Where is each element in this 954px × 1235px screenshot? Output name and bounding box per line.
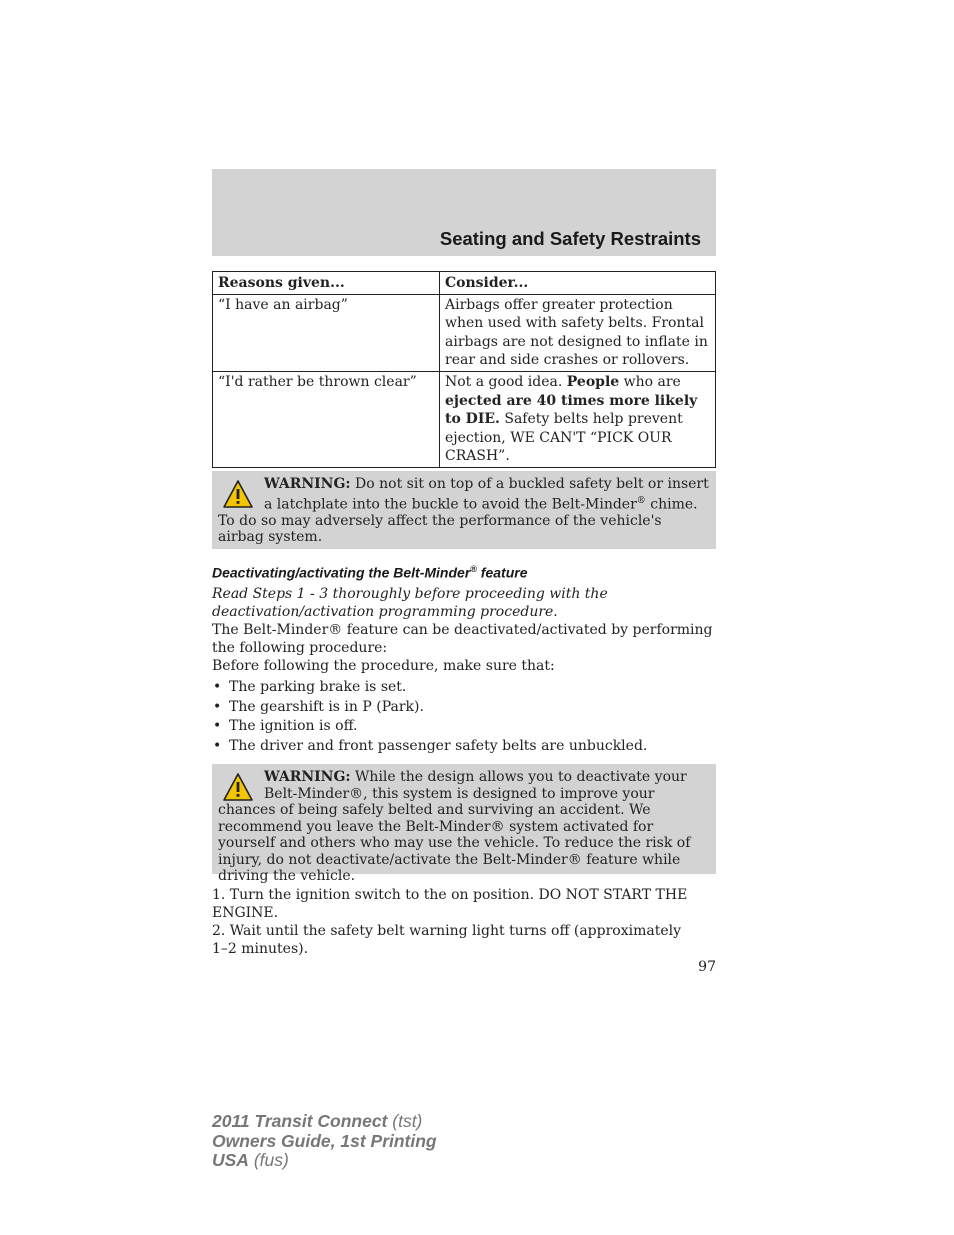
consider-text: Not a good idea. xyxy=(445,373,567,390)
section-heading-text: Deactivating/activating the Belt-Minder xyxy=(212,564,471,581)
section-header-band xyxy=(212,169,716,256)
step-1: 1. Turn the ignition switch to the on position. DO NOT START THE ENGINE. xyxy=(212,887,688,921)
footer-line xyxy=(212,1132,437,1152)
table-row xyxy=(213,371,716,467)
section-heading-text: feature xyxy=(476,564,528,581)
warning-box xyxy=(212,471,716,549)
warning-box xyxy=(212,764,716,884)
list-item: • The ignition is off. xyxy=(212,717,716,737)
warning-triangle-icon xyxy=(222,772,254,802)
reason-cell: “I have an airbag” xyxy=(213,294,440,371)
registered-mark: ® xyxy=(470,564,477,574)
consider-emphasis: People xyxy=(566,373,620,390)
footer-market: USA xyxy=(212,1150,249,1170)
column-header-consider: Consider... xyxy=(440,272,716,295)
footer-line xyxy=(212,1151,437,1171)
document-footer xyxy=(212,1112,437,1171)
warning-text: Do not sit on top of a buckled safety belt or insert a latchplate into the buckle to avoid the Belt-Minder xyxy=(264,476,709,513)
footer-model: 2011 Transit Connect xyxy=(212,1111,388,1131)
warning-label: WARNING: xyxy=(264,769,351,785)
footer-code: (fus) xyxy=(248,1150,289,1170)
warning-text: chime. To do so may adversely affect the performance of the vehicle's airbag system. xyxy=(218,496,698,546)
precondition-list xyxy=(212,678,716,757)
warning-label: WARNING: xyxy=(264,476,351,492)
intro-instruction: Read Steps 1 - 3 thoroughly before proceeding with the deactivation/activation programming procedure. xyxy=(212,586,608,620)
consider-text: who are xyxy=(619,373,681,390)
list-item: • The gearshift is in P (Park). xyxy=(212,698,716,718)
page-number: 97 xyxy=(698,959,716,975)
consider-cell xyxy=(440,371,716,467)
section-heading xyxy=(212,564,528,581)
table-header-row xyxy=(213,272,716,295)
consider-cell: Airbags offer greater protection when used with safety belts. Frontal airbags are not designed to inflate in rear and side crashes or rollovers. xyxy=(440,294,716,371)
table-row xyxy=(213,294,716,371)
column-header-reasons: Reasons given... xyxy=(213,272,440,295)
page-title: Seating and Safety Restraints xyxy=(439,228,701,249)
paragraph: Before following the procedure, make sure that: xyxy=(212,658,555,674)
consider-text: Safety belts help prevent ejection, WE CAN'T “PICK OUR CRASH”. xyxy=(445,411,683,465)
reason-cell: “I'd rather be thrown clear” xyxy=(213,371,440,467)
registered-mark: ® xyxy=(636,495,646,506)
reasons-table xyxy=(212,271,716,468)
warning-text: While the design allows you to deactivate your Belt-Minder®, this system is designed to improve your chances of being safely belted and surviving an accident. We recommend you leave the Belt-Minder® system activated for yourself and others who may use the vehicle. To reduce the risk of injury, do not deactivate/activate the Belt-Minder® feature while driving the vehicle. xyxy=(218,769,691,884)
footer-code: (tst) xyxy=(387,1111,423,1131)
warning-triangle-icon xyxy=(222,479,254,509)
list-item: • The parking brake is set. xyxy=(212,678,716,698)
step-2: 2. Wait until the safety belt warning light turns off (approximately 1–2 minutes). xyxy=(212,923,682,957)
paragraph: The Belt-Minder® feature can be deactivated/activated by performing the following procedure: xyxy=(212,622,713,656)
footer-guide: Owners Guide, 1st Printing xyxy=(212,1130,437,1151)
footer-line xyxy=(212,1112,437,1132)
consider-emphasis: ejected are 40 times more likely to DIE. xyxy=(445,392,698,428)
list-item: • The driver and front passenger safety belts are unbuckled. xyxy=(212,737,716,757)
